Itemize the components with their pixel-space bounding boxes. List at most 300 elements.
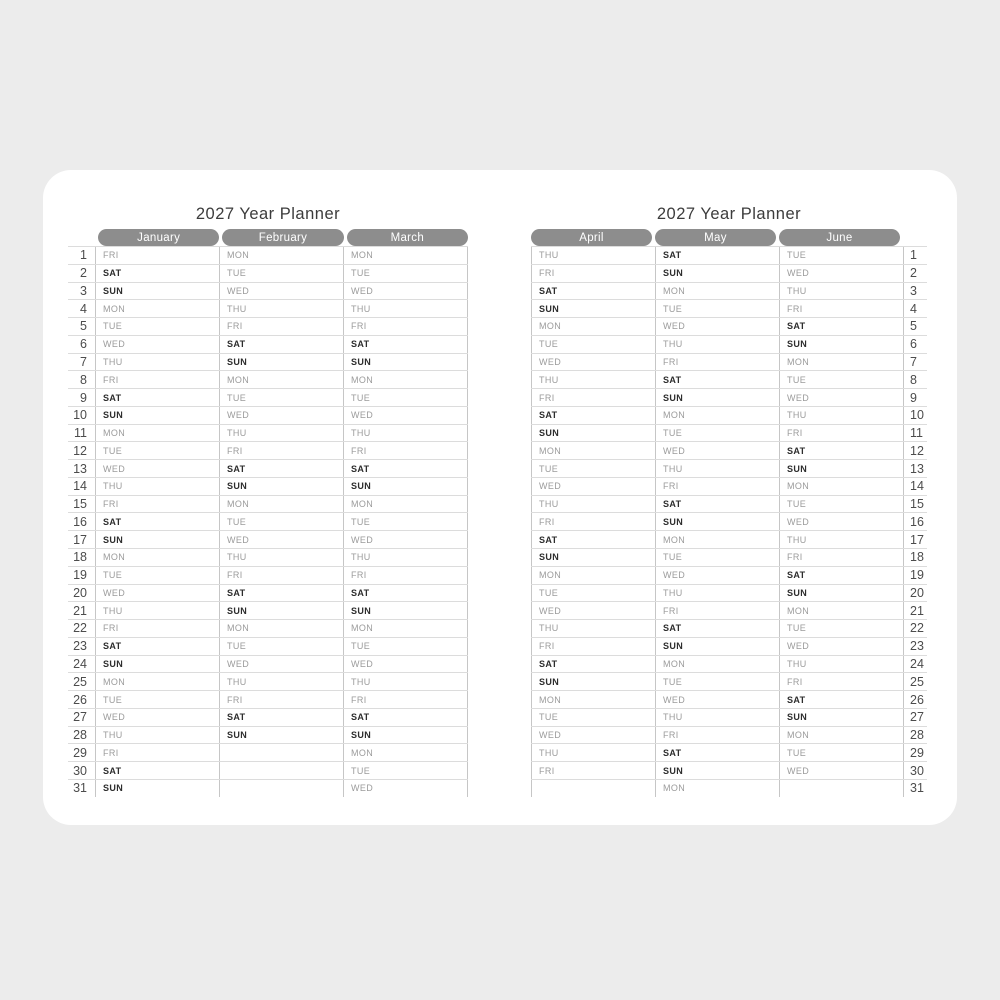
day-number: 13: [903, 460, 927, 477]
day-row: [68, 655, 468, 673]
day-row: [531, 726, 927, 744]
weekday-cell: [779, 780, 903, 797]
day-number: 7: [80, 354, 87, 369]
day-row: [531, 779, 927, 797]
month-tab-january[interactable]: January: [98, 229, 219, 246]
weekday-cell: SAT: [343, 585, 468, 602]
day-number: 1: [903, 247, 927, 264]
weekday-cell: SAT: [779, 691, 903, 708]
day-number: 23: [73, 639, 87, 654]
day-number: 5: [903, 318, 927, 335]
weekday-cell: TUE: [343, 762, 468, 779]
day-number: 29: [903, 744, 927, 761]
weekday-cell: TUE: [531, 460, 655, 477]
weekday-cell: SUN: [779, 709, 903, 726]
day-row: [68, 601, 468, 619]
day-number: 10: [903, 407, 927, 424]
weekday-cell: MON: [655, 531, 779, 548]
weekday-cell: THU: [219, 300, 343, 317]
day-row: [68, 477, 468, 495]
weekday-cell: WED: [343, 656, 468, 673]
weekday-cell: THU: [343, 425, 468, 442]
weekday-cell: FRI: [779, 673, 903, 690]
weekday-cell: MON: [343, 620, 468, 637]
weekday-cell: FRI: [343, 442, 468, 459]
month-tabs: [68, 229, 468, 246]
weekday-cell: WED: [531, 478, 655, 495]
weekday-cell: SUN: [343, 354, 468, 371]
day-number: 21: [903, 602, 927, 619]
day-number: 3: [903, 283, 927, 300]
day-number: 9: [80, 390, 87, 405]
weekday-cell: THU: [219, 549, 343, 566]
weekday-cell: SUN: [531, 673, 655, 690]
day-row: [68, 388, 468, 406]
weekday-cell: SUN: [655, 762, 779, 779]
weekday-cell: SUN: [779, 460, 903, 477]
day-number: 11: [903, 425, 927, 442]
day-row: [531, 388, 927, 406]
day-number: 14: [903, 478, 927, 495]
weekday-cell: SUN: [655, 638, 779, 655]
weekday-cell: FRI: [655, 354, 779, 371]
day-row: [531, 335, 927, 353]
day-number: 24: [903, 656, 927, 673]
day-number: 5: [80, 319, 87, 334]
day-row: [68, 335, 468, 353]
weekday-cell: THU: [531, 371, 655, 388]
day-row: [531, 743, 927, 761]
weekday-cell: MON: [95, 673, 219, 690]
day-number: 26: [903, 691, 927, 708]
day-row: [68, 690, 468, 708]
day-number: 19: [73, 568, 87, 583]
day-number: 4: [903, 300, 927, 317]
weekday-cell: MON: [95, 300, 219, 317]
day-number: 17: [73, 532, 87, 547]
day-row: [68, 779, 468, 797]
weekday-cell: SUN: [531, 549, 655, 566]
day-row: [531, 406, 927, 424]
day-number: 13: [73, 461, 87, 476]
day-number: 4: [80, 301, 87, 316]
weekday-cell: MON: [343, 496, 468, 513]
day-number: 27: [903, 709, 927, 726]
day-row: [531, 708, 927, 726]
day-number-column-spacer: [68, 229, 95, 246]
day-row: [68, 619, 468, 637]
weekday-cell: WED: [95, 336, 219, 353]
weekday-cell: SUN: [779, 336, 903, 353]
calendar-grid: [531, 246, 927, 797]
day-row: [531, 530, 927, 548]
weekday-cell: FRI: [531, 389, 655, 406]
day-number: 18: [903, 549, 927, 566]
weekday-cell: TUE: [219, 265, 343, 282]
weekday-cell: WED: [343, 531, 468, 548]
month-tabs: [531, 229, 927, 246]
day-number: 29: [73, 745, 87, 760]
weekday-cell: TUE: [655, 549, 779, 566]
day-row: [531, 441, 927, 459]
weekday-cell: FRI: [219, 567, 343, 584]
day-row: [531, 655, 927, 673]
weekday-cell: FRI: [219, 318, 343, 335]
planner-spread-card: [43, 170, 957, 825]
weekday-cell: SAT: [219, 460, 343, 477]
weekday-cell: WED: [343, 780, 468, 797]
weekday-cell: SUN: [95, 531, 219, 548]
day-number: 15: [903, 496, 927, 513]
day-row: [68, 282, 468, 300]
day-number: 6: [80, 337, 87, 352]
weekday-cell: SUN: [95, 407, 219, 424]
weekday-cell: SAT: [343, 709, 468, 726]
day-number: 15: [73, 497, 87, 512]
day-row: [68, 512, 468, 530]
weekday-cell: SUN: [343, 478, 468, 495]
weekday-cell: THU: [655, 336, 779, 353]
weekday-cell: WED: [219, 531, 343, 548]
month-tab-february[interactable]: February: [222, 229, 343, 246]
weekday-cell: MON: [343, 744, 468, 761]
weekday-cell: MON: [531, 318, 655, 335]
weekday-cell: SUN: [95, 656, 219, 673]
weekday-cell: WED: [655, 691, 779, 708]
weekday-cell: MON: [779, 727, 903, 744]
day-row: [531, 477, 927, 495]
weekday-cell: THU: [95, 602, 219, 619]
weekday-cell: THU: [531, 744, 655, 761]
page-title: 2027 Year Planner: [195, 205, 341, 223]
weekday-cell: SUN: [95, 780, 219, 797]
weekday-cell: SAT: [95, 762, 219, 779]
weekday-cell: WED: [531, 727, 655, 744]
day-row: [68, 672, 468, 690]
weekday-cell: TUE: [531, 585, 655, 602]
weekday-cell: TUE: [219, 513, 343, 530]
weekday-cell: THU: [531, 620, 655, 637]
day-number: 30: [903, 762, 927, 779]
weekday-cell: THU: [779, 656, 903, 673]
weekday-cell: TUE: [779, 496, 903, 513]
weekday-cell: THU: [655, 709, 779, 726]
weekday-cell: SUN: [531, 425, 655, 442]
weekday-cell: THU: [655, 460, 779, 477]
weekday-cell: FRI: [779, 425, 903, 442]
weekday-cell: TUE: [95, 442, 219, 459]
weekday-cell: SAT: [343, 460, 468, 477]
weekday-cell: WED: [343, 407, 468, 424]
day-number: 9: [903, 389, 927, 406]
day-row: [531, 495, 927, 513]
weekday-cell: SAT: [219, 585, 343, 602]
weekday-cell: MON: [779, 602, 903, 619]
weekday-cell: TUE: [655, 300, 779, 317]
weekday-cell: TUE: [779, 620, 903, 637]
weekday-cell: FRI: [343, 567, 468, 584]
weekday-cell: SAT: [343, 336, 468, 353]
weekday-cell: WED: [219, 656, 343, 673]
weekday-cell: SAT: [531, 407, 655, 424]
day-row: [68, 566, 468, 584]
weekday-cell: THU: [95, 478, 219, 495]
day-row: [531, 246, 927, 264]
day-number: 10: [73, 408, 87, 423]
month-tab-april[interactable]: April: [531, 229, 652, 246]
weekday-cell: FRI: [95, 247, 219, 264]
day-row: [68, 743, 468, 761]
weekday-cell: [219, 744, 343, 761]
day-number: 28: [903, 727, 927, 744]
weekday-cell: WED: [779, 265, 903, 282]
day-number: 30: [73, 763, 87, 778]
day-row: [68, 495, 468, 513]
weekday-cell: SAT: [95, 638, 219, 655]
day-number: 31: [903, 780, 927, 797]
day-row: [531, 459, 927, 477]
day-number: 11: [74, 426, 87, 441]
weekday-cell: SAT: [95, 265, 219, 282]
weekday-cell: WED: [779, 762, 903, 779]
day-number: 8: [80, 372, 87, 387]
weekday-cell: FRI: [219, 691, 343, 708]
weekday-cell: FRI: [655, 602, 779, 619]
weekday-cell: WED: [655, 567, 779, 584]
weekday-cell: SAT: [779, 442, 903, 459]
weekday-cell: SUN: [343, 602, 468, 619]
day-number: 14: [73, 479, 87, 494]
weekday-cell: SAT: [779, 567, 903, 584]
weekday-cell: FRI: [343, 318, 468, 335]
day-row: [68, 441, 468, 459]
weekday-cell: SAT: [95, 389, 219, 406]
day-number: 18: [73, 550, 87, 565]
weekday-cell: THU: [779, 283, 903, 300]
day-number: 27: [73, 710, 87, 725]
weekday-cell: TUE: [95, 691, 219, 708]
day-number: 20: [73, 585, 87, 600]
weekday-cell: MON: [219, 247, 343, 264]
weekday-cell: SAT: [655, 247, 779, 264]
day-row: [68, 726, 468, 744]
day-number: 12: [903, 442, 927, 459]
weekday-cell: THU: [219, 425, 343, 442]
day-number: 22: [903, 620, 927, 637]
weekday-cell: FRI: [531, 513, 655, 530]
weekday-cell: SAT: [779, 318, 903, 335]
day-row: [68, 637, 468, 655]
day-row: [68, 299, 468, 317]
weekday-cell: TUE: [219, 389, 343, 406]
weekday-cell: THU: [531, 247, 655, 264]
day-number: 20: [903, 585, 927, 602]
day-number: 2: [903, 265, 927, 282]
day-number: 25: [73, 674, 87, 689]
weekday-cell: MON: [219, 496, 343, 513]
weekday-cell: WED: [531, 602, 655, 619]
weekday-cell: WED: [655, 318, 779, 335]
day-row: [68, 424, 468, 442]
day-number: 26: [73, 692, 87, 707]
weekday-cell: THU: [95, 727, 219, 744]
weekday-cell: MON: [655, 656, 779, 673]
day-row: [68, 548, 468, 566]
weekday-cell: WED: [95, 585, 219, 602]
weekday-cell: THU: [95, 354, 219, 371]
weekday-cell: SUN: [779, 585, 903, 602]
weekday-cell: WED: [95, 460, 219, 477]
weekday-cell: THU: [343, 300, 468, 317]
weekday-cell: SAT: [531, 531, 655, 548]
day-number: 24: [73, 656, 87, 671]
weekday-cell: SAT: [655, 371, 779, 388]
day-number: 3: [80, 283, 87, 298]
day-row: [531, 424, 927, 442]
day-row: [531, 282, 927, 300]
day-row: [68, 317, 468, 335]
day-row: [68, 264, 468, 282]
weekday-cell: FRI: [531, 265, 655, 282]
day-row: [68, 246, 468, 264]
weekday-cell: MON: [779, 354, 903, 371]
weekday-cell: TUE: [531, 709, 655, 726]
day-number: 8: [903, 371, 927, 388]
weekday-cell: TUE: [779, 744, 903, 761]
day-row: [68, 370, 468, 388]
weekday-cell: WED: [531, 354, 655, 371]
weekday-cell: TUE: [95, 318, 219, 335]
day-row: [68, 584, 468, 602]
weekday-cell: MON: [531, 691, 655, 708]
day-row: [531, 512, 927, 530]
weekday-cell: MON: [95, 425, 219, 442]
weekday-cell: MON: [531, 567, 655, 584]
month-tab-march[interactable]: March: [347, 229, 468, 246]
weekday-cell: SUN: [95, 283, 219, 300]
weekday-cell: TUE: [95, 567, 219, 584]
day-number: 28: [73, 728, 87, 743]
day-number: 17: [903, 531, 927, 548]
day-number: 1: [80, 248, 87, 263]
month-tab-may[interactable]: May: [655, 229, 776, 246]
weekday-cell: WED: [219, 407, 343, 424]
weekday-cell: THU: [655, 585, 779, 602]
month-tab-june[interactable]: June: [779, 229, 900, 246]
weekday-cell: TUE: [343, 265, 468, 282]
planner-page-right: [531, 203, 927, 797]
weekday-cell: WED: [779, 389, 903, 406]
weekday-cell: MON: [655, 283, 779, 300]
day-row: [531, 264, 927, 282]
weekday-cell: SAT: [655, 744, 779, 761]
weekday-cell: SAT: [531, 656, 655, 673]
weekday-cell: FRI: [655, 727, 779, 744]
day-number: 21: [73, 603, 87, 618]
weekday-cell: SAT: [655, 620, 779, 637]
day-row: [531, 690, 927, 708]
day-row: [68, 459, 468, 477]
day-row: [531, 317, 927, 335]
day-row: [531, 637, 927, 655]
weekday-cell: SUN: [655, 513, 779, 530]
day-number: 16: [73, 514, 87, 529]
weekday-cell: WED: [779, 638, 903, 655]
weekday-cell: FRI: [95, 496, 219, 513]
day-row: [531, 548, 927, 566]
weekday-cell: TUE: [343, 638, 468, 655]
day-row: [531, 584, 927, 602]
weekday-cell: MON: [531, 442, 655, 459]
day-row: [68, 761, 468, 779]
day-row: [531, 672, 927, 690]
weekday-cell: SAT: [219, 709, 343, 726]
weekday-cell: WED: [343, 283, 468, 300]
weekday-cell: TUE: [343, 513, 468, 530]
weekday-cell: [531, 780, 655, 797]
weekday-cell: SUN: [531, 300, 655, 317]
weekday-cell: SAT: [219, 336, 343, 353]
day-row: [68, 353, 468, 371]
weekday-cell: WED: [95, 709, 219, 726]
weekday-cell: THU: [343, 549, 468, 566]
weekday-cell: FRI: [779, 300, 903, 317]
weekday-cell: MON: [219, 371, 343, 388]
calendar-grid: [68, 246, 468, 797]
day-number: 6: [903, 336, 927, 353]
weekday-cell: FRI: [655, 478, 779, 495]
planner-page-left: [68, 203, 468, 797]
weekday-cell: SUN: [219, 727, 343, 744]
day-row: [531, 370, 927, 388]
day-row: [531, 566, 927, 584]
weekday-cell: TUE: [779, 247, 903, 264]
weekday-cell: TUE: [343, 389, 468, 406]
weekday-cell: WED: [219, 283, 343, 300]
weekday-cell: MON: [95, 549, 219, 566]
weekday-cell: THU: [531, 496, 655, 513]
day-number: 25: [903, 673, 927, 690]
weekday-cell: FRI: [343, 691, 468, 708]
day-number: 31: [73, 781, 87, 796]
weekday-cell: FRI: [219, 442, 343, 459]
weekday-cell: THU: [343, 673, 468, 690]
weekday-cell: TUE: [219, 638, 343, 655]
day-row: [531, 299, 927, 317]
weekday-cell: MON: [655, 780, 779, 797]
weekday-cell: SAT: [531, 283, 655, 300]
weekday-cell: SUN: [219, 354, 343, 371]
day-number: 16: [903, 513, 927, 530]
weekday-cell: MON: [343, 247, 468, 264]
weekday-cell: TUE: [779, 371, 903, 388]
page-title: 2027 Year Planner: [656, 205, 802, 223]
weekday-cell: SAT: [655, 496, 779, 513]
day-number: 23: [903, 638, 927, 655]
day-number: 7: [903, 354, 927, 371]
day-row: [531, 601, 927, 619]
weekday-cell: [219, 780, 343, 797]
weekday-cell: MON: [655, 407, 779, 424]
day-number: 19: [903, 567, 927, 584]
day-number-column-spacer: [903, 229, 927, 246]
day-number: 2: [80, 266, 87, 281]
weekday-cell: MON: [343, 371, 468, 388]
weekday-cell: [219, 762, 343, 779]
weekday-cell: FRI: [95, 620, 219, 637]
weekday-cell: SUN: [343, 727, 468, 744]
weekday-cell: FRI: [531, 638, 655, 655]
